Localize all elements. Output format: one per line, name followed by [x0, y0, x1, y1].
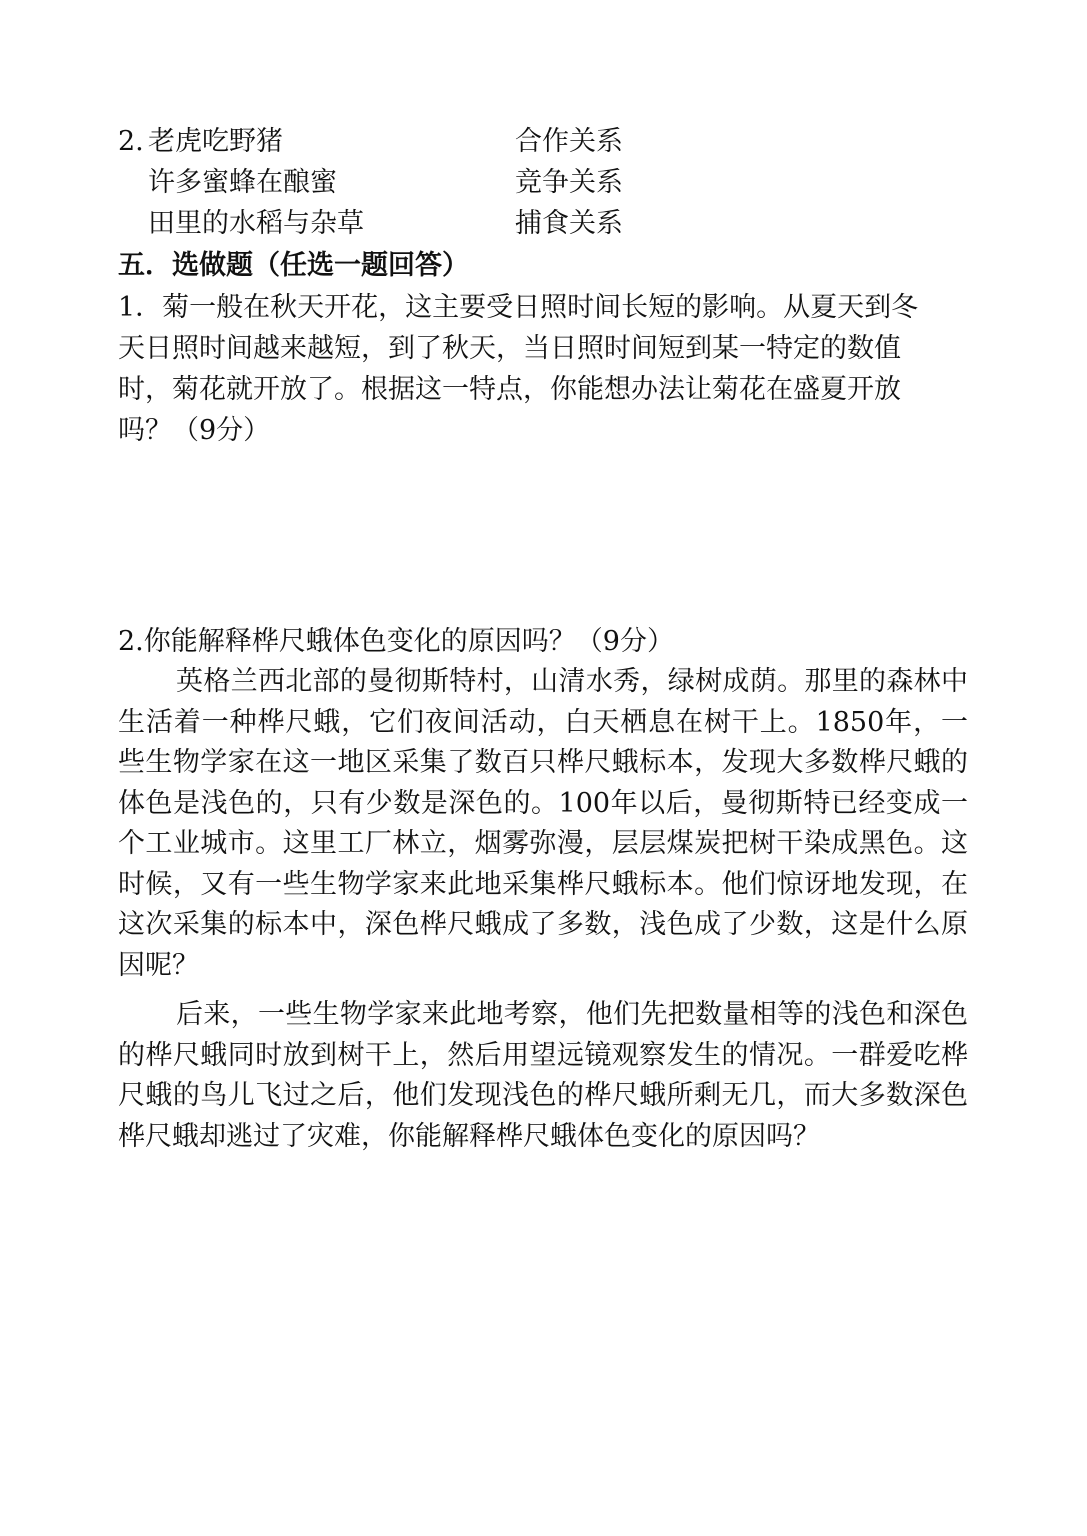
- matching-right-item: 竞争关系: [515, 167, 623, 198]
- question-2-title: 2.你能解释桦尺蛾体色变化的原因吗？（9分）: [118, 626, 674, 657]
- question-1-line: 1．菊一般在秋天开花，这主要受日照时间长短的影响。从夏天到冬: [118, 292, 919, 323]
- section-heading: 五．选做题（任选一题回答）: [118, 250, 469, 281]
- matching-right-item: 合作关系: [515, 126, 623, 157]
- question-1-line: 天日照时间越来越短，到了秋天，当日照时间短到某一特定的数值: [118, 333, 901, 364]
- question-1-line: 吗？（9分）: [118, 415, 271, 446]
- matching-right-item: 捕食关系: [515, 208, 623, 239]
- matching-number: 2.: [118, 126, 144, 157]
- matching-left-item: 许多蜜蜂在酿蜜: [148, 167, 337, 198]
- question-2-paragraph-1: 英格兰西北部的曼彻斯特村，山清水秀，绿树成荫。那里的森林中生活着一种桦尺蛾，它们夜间活动，白天栖息在树干上。1850年，一些生物学家在这一地区采集了数百只桦尺蛾标本，发现大多数桦尺蛾的体色是浅色的，只有少数是深色的。100年以后，曼彻斯特已经变成一个工业城市。这里工厂林立，烟雾弥漫，层层煤炭把树干染成黑色。这时候，又有一些生物学家来此地采集桦尺蛾标本。他们惊讶地发现，在这次采集的标本中，深色桦尺蛾成了多数，浅色成了少数，这是什么原因呢？: [118, 666, 968, 981]
- question-2-paragraph-2: 后来，一些生物学家来此地考察，他们先把数量相等的浅色和深色的桦尺蛾同时放到树干上，然后用望远镜观察发生的情况。一群爱吃桦尺蛾的鸟儿飞过之后，他们发现浅色的桦尺蛾所剩无几，而大多数深色桦尺蛾却逃过了灾难，你能解释桦尺蛾体色变化的原因吗？: [118, 999, 968, 1152]
- matching-left-item: 老虎吃野猪: [148, 126, 283, 157]
- matching-left-item: 田里的水稻与杂草: [148, 208, 364, 239]
- question-1-line: 时，菊花就开放了。根据这一特点，你能想办法让菊花在盛夏开放: [118, 374, 901, 405]
